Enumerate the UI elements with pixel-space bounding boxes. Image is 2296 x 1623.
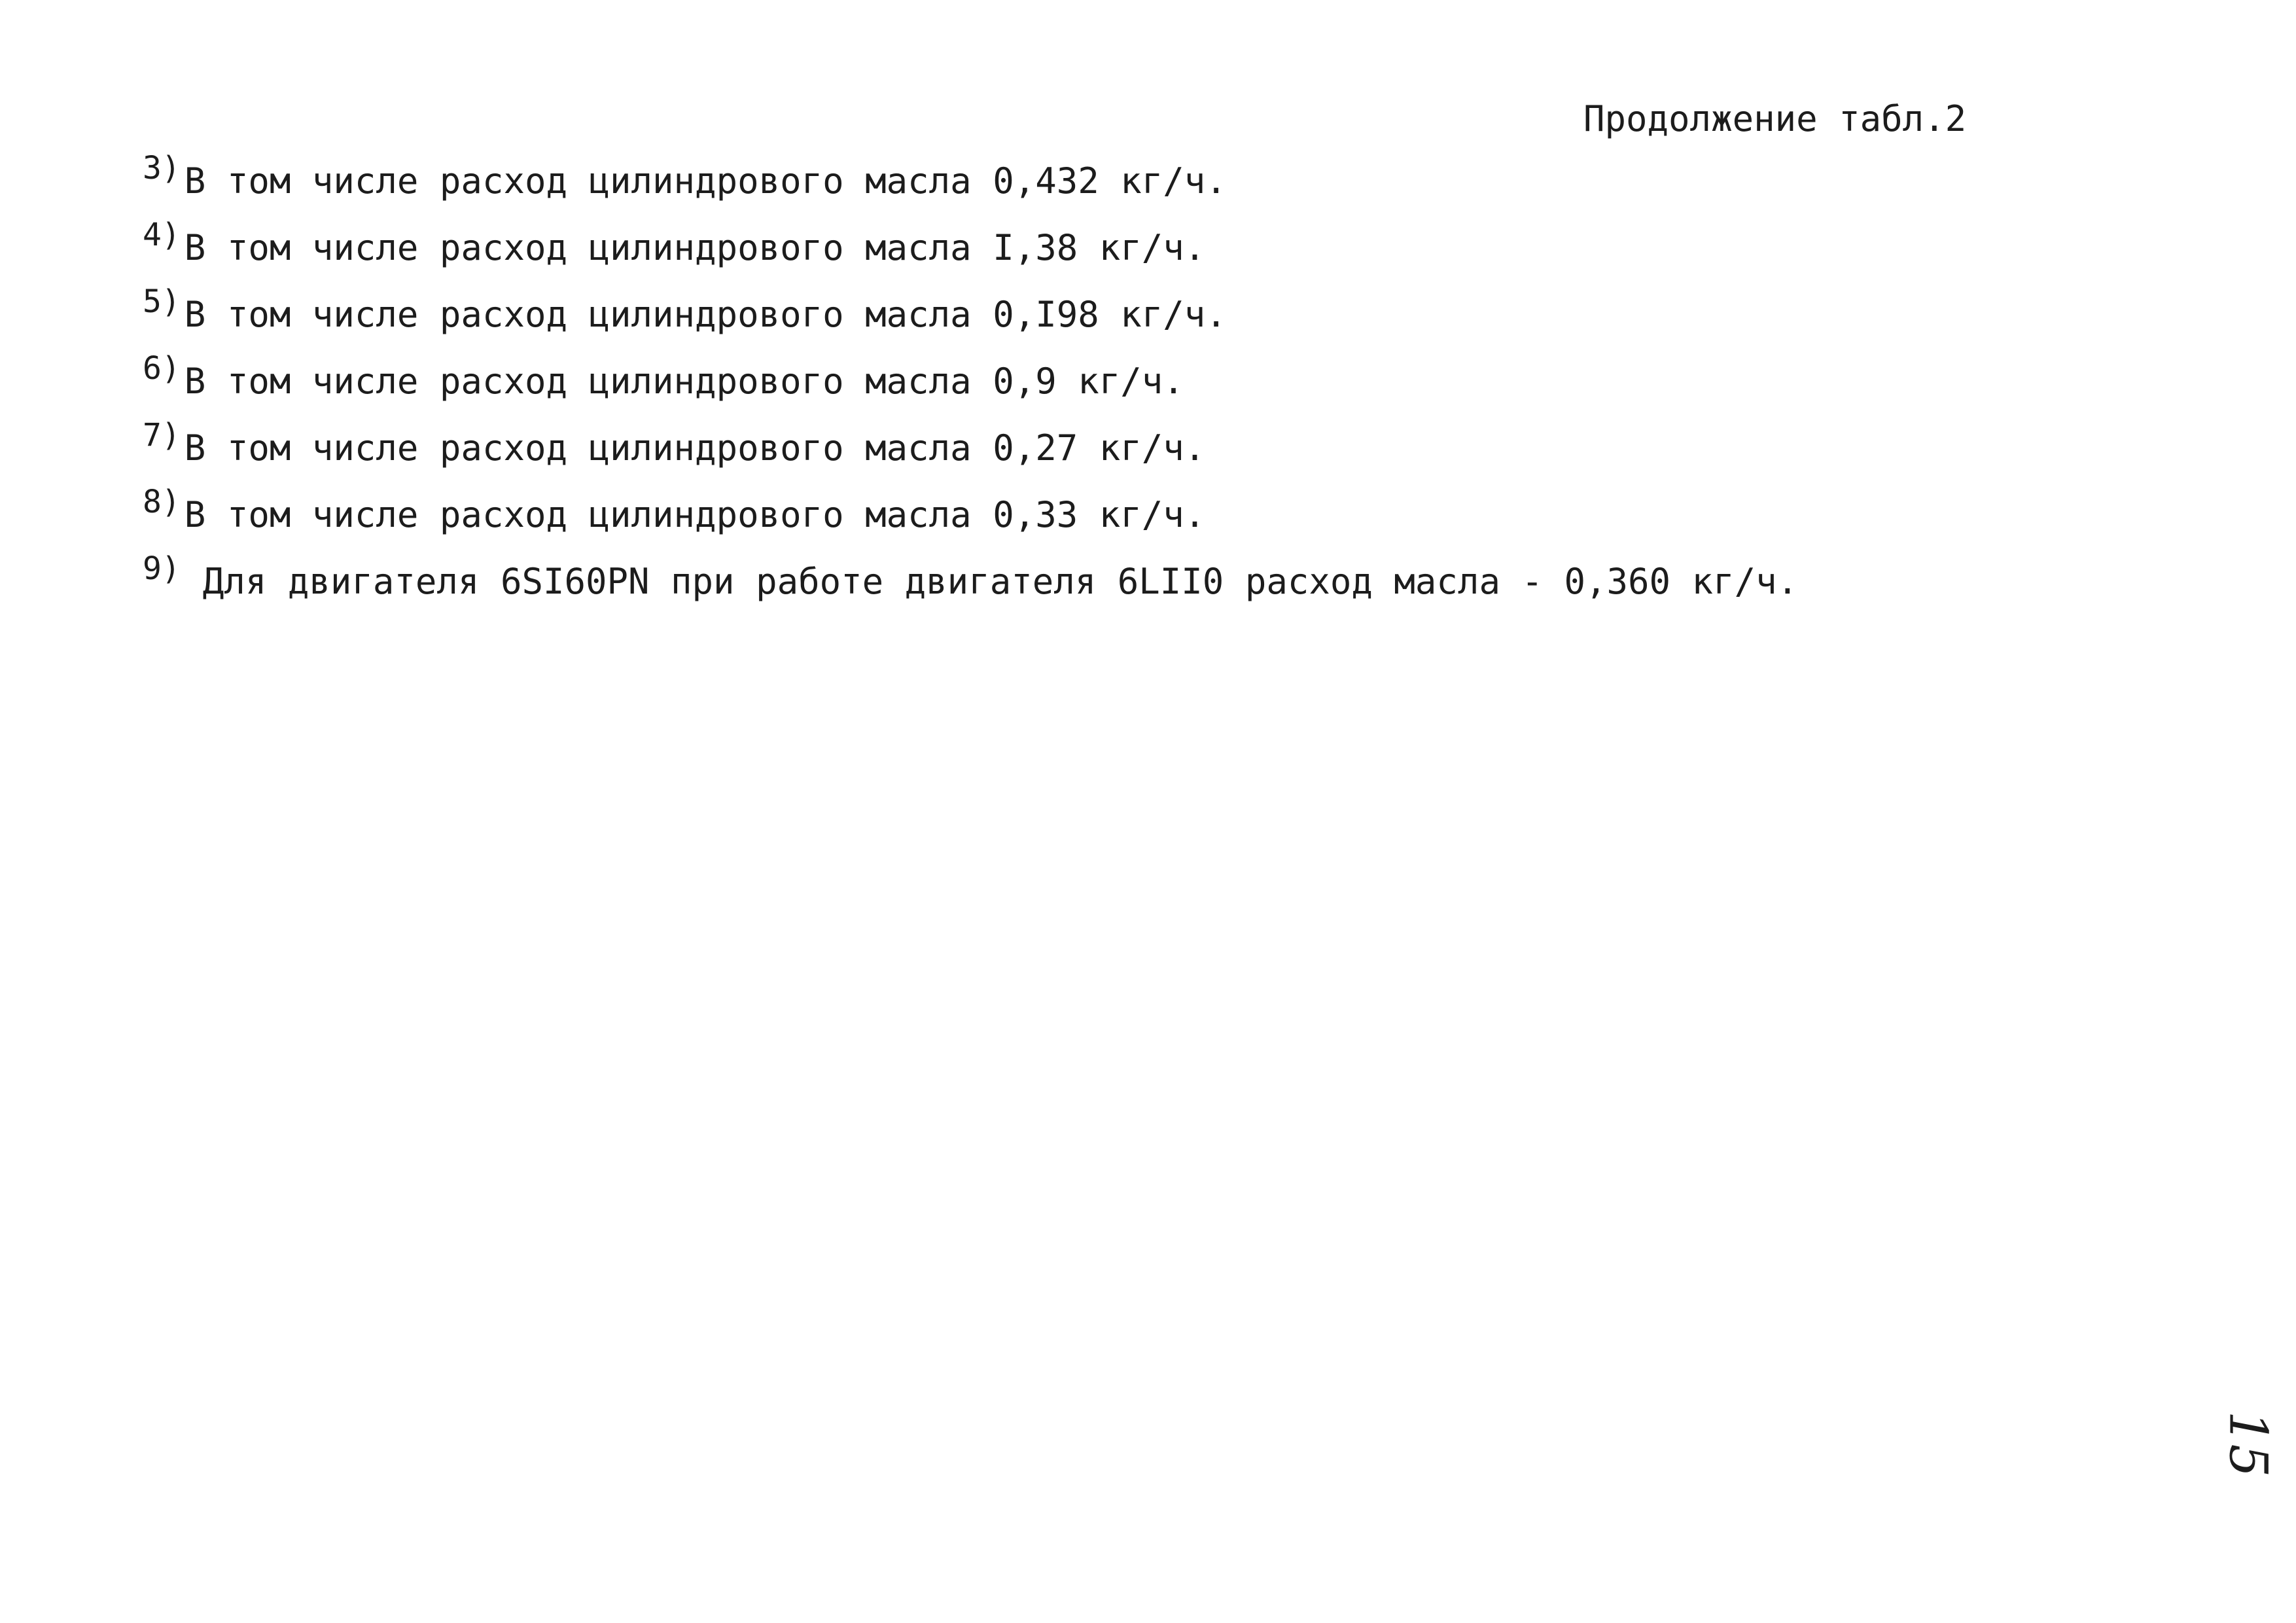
page-number: 15 [2217, 1410, 2279, 1478]
footnote-text: В том числе расход цилиндрового масла 0,33 кг/ч. [184, 494, 1206, 535]
footnote-text: В том числе расход цилиндрового масла 0,432 кг/ч. [184, 160, 1227, 202]
footnote-text: Для двигателя 6SI60PN при работе двигателя 6LII0 расход масла - 0,360 кг/ч. [202, 561, 1799, 602]
footnote-list [143, 148, 2040, 615]
table-continuation-heading: Продолжение табл.2 [1583, 98, 1967, 139]
footnote-mark: 5) [143, 283, 181, 320]
footnote-3 [143, 148, 2040, 215]
footnote-8 [143, 482, 2040, 548]
footnote-9 [143, 548, 2040, 615]
footnote-mark: 4) [143, 217, 181, 253]
footnote-text: В том числе расход цилиндрового масла 0,I98 кг/ч. [184, 294, 1227, 335]
footnote-5 [143, 281, 2040, 348]
footnote-mark: 6) [143, 350, 181, 387]
footnote-7 [143, 415, 2040, 482]
footnote-text: В том числе расход цилиндрового масла I,38 кг/ч. [184, 227, 1206, 268]
footnote-6 [143, 348, 2040, 415]
footnote-4 [143, 215, 2040, 281]
footnote-text: В том числе расход цилиндрового масла 0,9 кг/ч. [184, 361, 1184, 402]
footnote-text: В том числе расход цилиндрового масла 0,27 кг/ч. [184, 427, 1206, 469]
footnote-mark: 7) [143, 417, 181, 454]
footnote-mark: 9) [143, 550, 181, 587]
footnote-mark: 8) [143, 484, 181, 520]
footnote-mark: 3) [143, 150, 181, 187]
